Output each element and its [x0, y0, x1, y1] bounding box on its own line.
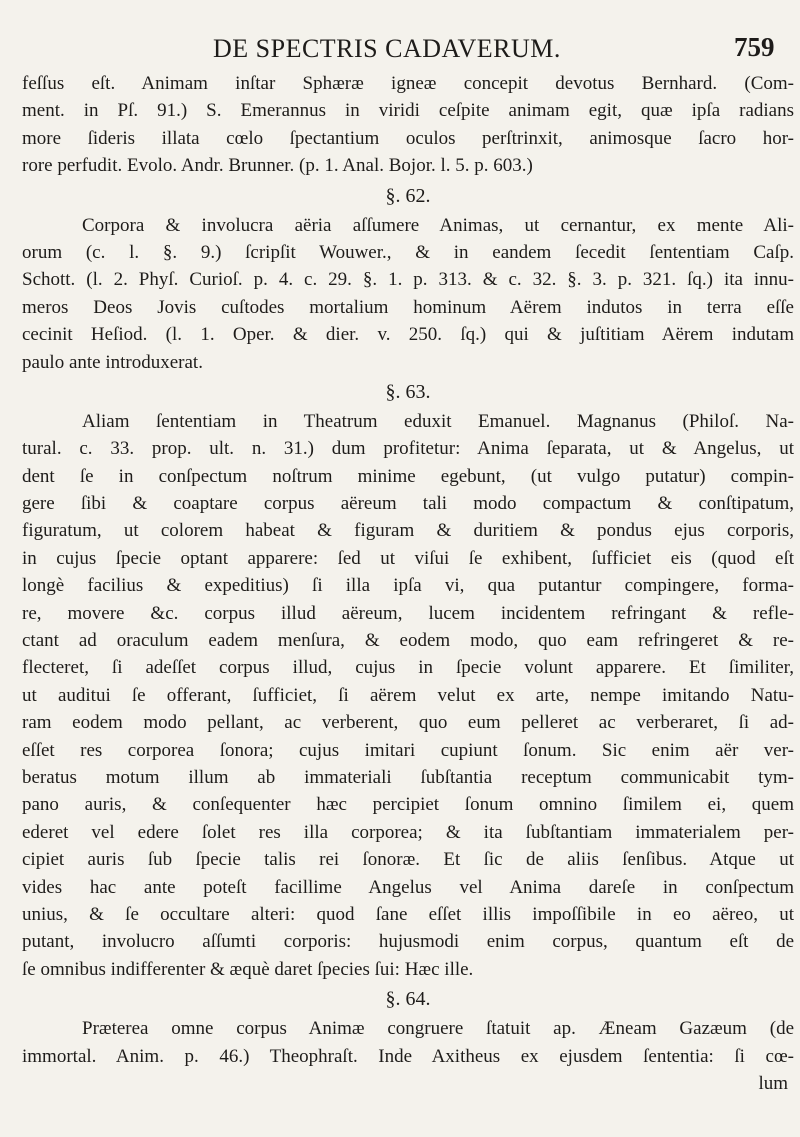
- text-line: rore perfudit. Evolo. Andr. Brunner. (p. 1. Anal. Bojor. l. 5. p. 603.): [22, 155, 533, 177]
- text-line: flecteret, ſi adeſſet corpus illud, cujus in ſpecie volunt apparere. Et ſimiliter,: [22, 657, 794, 679]
- text-line: pano auris, & conſequenter hæc percipiet ſonum omnino ſimilem ei, quem: [22, 794, 794, 816]
- text-line: ut auditui ſe offerant, ſufficiet, ſi aërem velut ex arte, nempe imitando Natu-: [22, 684, 794, 706]
- text-line: vides hac ante poteſt facillime Angelus vel Anima dareſe in conſpectum: [22, 876, 794, 898]
- running-head: DE SPECTRIS CADAVERUM.: [213, 34, 561, 63]
- text-line: cipiet auris ſub ſpecie talis rei ſonoræ. Et ſic de aliis ſenſibus. Atque ut: [22, 849, 794, 871]
- text-line: longè facilius & expeditius) ſi illa ipſa vi, qua putantur compingere, forma-: [22, 575, 794, 597]
- catchword: lum: [758, 1072, 788, 1094]
- text-line: Aliam ſententiam in Theatrum eduxit Emanuel. Magnanus (Philoſ. Na-: [82, 410, 794, 432]
- text-line: dent ſe in conſpectum noſtrum minime egebunt, (ut vulgo putatur) compin-: [22, 465, 794, 487]
- text-line: ctant ad oraculum eadem menſura, & eodem modo, quo eam refringeret & re-: [22, 630, 794, 652]
- text-line: tural. c. 33. prop. ult. n. 31.) dum profitetur: Anima ſeparata, ut & Angelus, ut: [22, 438, 794, 460]
- text-line: ram eodem modo pellant, ac verberent, quo eum pelleret ac verberaret, ſi ad-: [22, 712, 794, 734]
- page-number: 759: [734, 32, 775, 62]
- text-line: beratus motum illum ab immateriali ſubſtantia receptum communicabit tym-: [22, 766, 794, 788]
- text-body: [22, 70, 794, 1097]
- text-line: orum (c. l. §. 9.) ſcripſit Wouwer., & in eandem ſecedit ſententiam Caſp.: [22, 241, 794, 263]
- text-line: eſſet res corporea ſonora; cujus imitari cupiunt ſonum. Sic enim aër ver-: [22, 739, 794, 761]
- text-line: feſſus eſt. Animam inſtar Sphæræ igneæ concepit devotus Bernhard. (Com-: [22, 73, 794, 94]
- page-header: [0, 30, 800, 70]
- text-line: putant, involucro aſſumti corporis: hujusmodi enim corpus, quantum eſt de: [22, 931, 794, 953]
- text-line: cecinit Heſiod. (l. 1. Oper. & dier. v. 250. ſq.) qui & juſtitiam Aërem indutam: [22, 324, 794, 346]
- text-line: ment. in Pſ. 91.) S. Emerannus in viridi ceſpite animam egit, quæ ipſa radians: [22, 100, 794, 122]
- text-line: Præterea omne corpus Animæ congruere ſtatuit ap. Æneam Gazæum (de: [82, 1018, 794, 1040]
- text-line: figuratum, ut colorem habeat & figuram & duritiem & pondus ejus corporis,: [22, 520, 794, 542]
- text-line: ederet vel edere ſolet res illa corporea; & ita ſubſtantiam immaterialem per-: [22, 821, 794, 843]
- text-line: in cujus ſpecie optant apparere: ſed ut viſui ſe exhibent, ſufficiet eis (quod eſt: [22, 547, 794, 569]
- text-line: meros Deos Jovis cuſtodes mortalium hominum Aërem indutos in terra eſſe: [22, 296, 794, 318]
- text-line: Schott. (l. 2. Phyſ. Curioſ. p. 4. c. 29. §. 1. p. 313. & c. 32. §. 3. p. 321. ſq.) ita innu-: [22, 269, 794, 291]
- text-line: gere ſibi & coaptare corpus aëreum tali modo compactum & conſtipatum,: [22, 493, 794, 515]
- text-line: more ſideris illata cœlo ſpectantium oculos perſtrinxit, animosque ſacro hor-: [22, 127, 794, 149]
- text-line: ſe omnibus indifferenter & æquè daret ſpecies ſui: Hæc ille.: [22, 958, 474, 980]
- text-line: unius, & ſe occultare alteri: quod ſane eſſet illis impoſſibile in eo aëreo, ut: [22, 903, 794, 925]
- text-line: paulo ante introduxerat.: [22, 351, 203, 373]
- text-line: Corpora & involucra aëria aſſumere Animas, ut cernantur, ex mente Ali-: [82, 214, 794, 236]
- section-heading: §. 63.: [385, 380, 431, 403]
- section-heading: §. 62.: [385, 184, 431, 207]
- section-heading: §. 64.: [385, 988, 431, 1011]
- text-line: immortal. Anim. p. 46.) Theophraſt. Inde Axitheus ex ejusdem ſententia: ſi cœ-: [22, 1045, 794, 1067]
- text-line: re, movere &c. corpus illud aëreum, lucem incidentem refringant & refle-: [22, 602, 794, 624]
